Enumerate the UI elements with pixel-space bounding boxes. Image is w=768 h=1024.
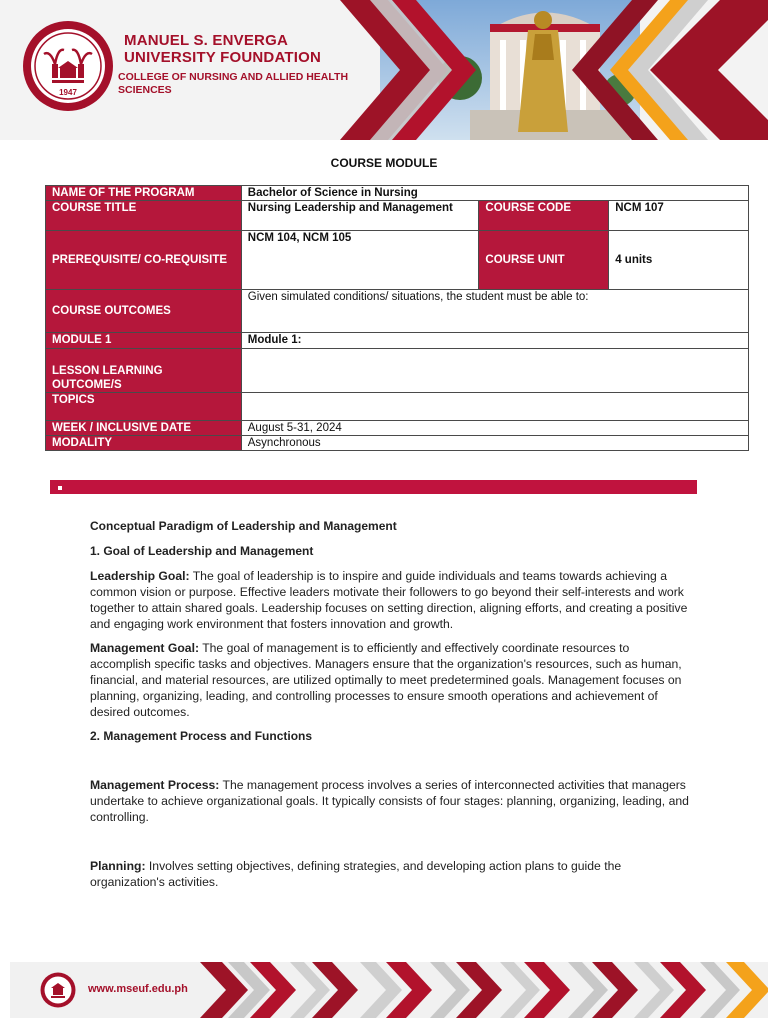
leadership-goal-paragraph xyxy=(90,568,690,632)
table-row xyxy=(46,186,749,201)
planning-paragraph xyxy=(90,858,690,890)
topics-value xyxy=(241,393,748,421)
table-row xyxy=(46,421,749,436)
management-goal-text: The goal of management is to efficiently and effectively coordinate resources to accomplish specific tasks and objectives. Managers ensure that the organization's resources, such as human, financial, and material resources, are utilized optimally to meet predetermined goals. Management focuses on planning, organizing, leading, and controlling processes to ensure smooth operations and achievement of desired outcomes. xyxy=(90,641,682,719)
course-title-label: COURSE TITLE xyxy=(46,201,242,231)
module-content xyxy=(90,518,690,890)
week-label: WEEK / INCLUSIVE DATE xyxy=(46,421,242,436)
module-value: Module 1: xyxy=(241,333,748,349)
university-name-line1: MANUEL S. ENVERGA xyxy=(124,32,288,49)
footer-banner-graphic xyxy=(200,962,768,1018)
page-footer xyxy=(10,962,768,1018)
page-header xyxy=(0,0,768,140)
university-name xyxy=(124,32,321,66)
management-process-label: Management Process: xyxy=(90,778,220,792)
prerequisite-value: NCM 104, NCM 105 xyxy=(241,231,479,290)
management-goal-label: Management Goal: xyxy=(90,641,200,655)
course-unit-value: 4 units xyxy=(609,231,749,290)
course-code-value: NCM 107 xyxy=(609,201,749,231)
table-row xyxy=(46,393,749,421)
section-heading-2: 2. Management Process and Functions xyxy=(90,729,313,743)
management-goal-paragraph xyxy=(90,640,690,720)
college-name-line2: SCIENCES xyxy=(118,84,172,96)
management-process-paragraph xyxy=(90,777,690,825)
bullet-icon xyxy=(58,486,62,490)
modality-value: Asynchronous xyxy=(241,436,748,451)
program-value: Bachelor of Science in Nursing xyxy=(241,186,748,201)
college-name-line1: COLLEGE OF NURSING AND ALLIED HEALTH xyxy=(118,71,349,83)
table-row xyxy=(46,333,749,349)
course-title-value: Nursing Leadership and Management xyxy=(241,201,479,231)
modality-label: MODALITY xyxy=(46,436,242,451)
course-code-label: COURSE CODE xyxy=(479,201,609,231)
topics-label: TOPICS xyxy=(46,393,242,421)
course-info-table xyxy=(45,185,749,451)
table-row xyxy=(46,290,749,333)
module-label: MODULE 1 xyxy=(46,333,242,349)
university-seal-icon xyxy=(22,20,114,112)
management-process-text: The management process involves a series of interconnected activities that managers undertake to achieve organizational goals. It typically consists of four stages: planning, organizing, leading, and controlling. xyxy=(90,778,689,824)
course-unit-label: COURSE UNIT xyxy=(479,231,609,290)
leadership-goal-text: The goal of leadership is to inspire and guide individuals and teams towards achieving a common vision or purpose. Effective leaders motivate their followers to go beyond their self-interests and work together to attain shared goals. Leadership focuses on setting direction, aligning efforts, and creating a positive and engaging work environment that fosters innovation and growth. xyxy=(90,569,688,631)
table-row xyxy=(46,349,749,393)
table-row xyxy=(46,231,749,290)
planning-text: Involves setting objectives, defining strategies, and developing action plans to guide the organization's activities. xyxy=(90,859,622,889)
university-seal-icon xyxy=(40,972,76,1008)
section-heading-main: Conceptual Paradigm of Leadership and Management xyxy=(90,519,397,533)
prerequisite-label: PREREQUISITE/ CO-REQUISITE xyxy=(46,231,242,290)
course-outcomes-label: COURSE OUTCOMES xyxy=(46,290,242,333)
university-name-line2: UNIVERSITY FOUNDATION xyxy=(124,49,321,66)
section-divider-bar xyxy=(50,480,697,494)
program-label: NAME OF THE PROGRAM xyxy=(46,186,242,201)
svg-text:1947: 1947 xyxy=(59,88,77,97)
section-heading-1: 1. Goal of Leadership and Management xyxy=(90,544,314,558)
college-name xyxy=(118,71,348,97)
page-title: COURSE MODULE xyxy=(330,156,438,170)
table-row xyxy=(46,436,749,451)
table-row xyxy=(46,201,749,231)
week-value: August 5-31, 2024 xyxy=(241,421,748,436)
leadership-goal-label: Leadership Goal: xyxy=(90,569,190,583)
planning-label: Planning: xyxy=(90,859,146,873)
lesson-outcomes-value xyxy=(241,349,748,393)
website-link[interactable]: www.mseuf.edu.ph xyxy=(88,983,188,995)
lesson-outcomes-label: LESSON LEARNING OUTCOME/S xyxy=(46,349,242,393)
header-banner-graphic xyxy=(340,0,768,140)
course-outcomes-value: Given simulated conditions/ situations, the student must be able to: xyxy=(241,290,748,333)
